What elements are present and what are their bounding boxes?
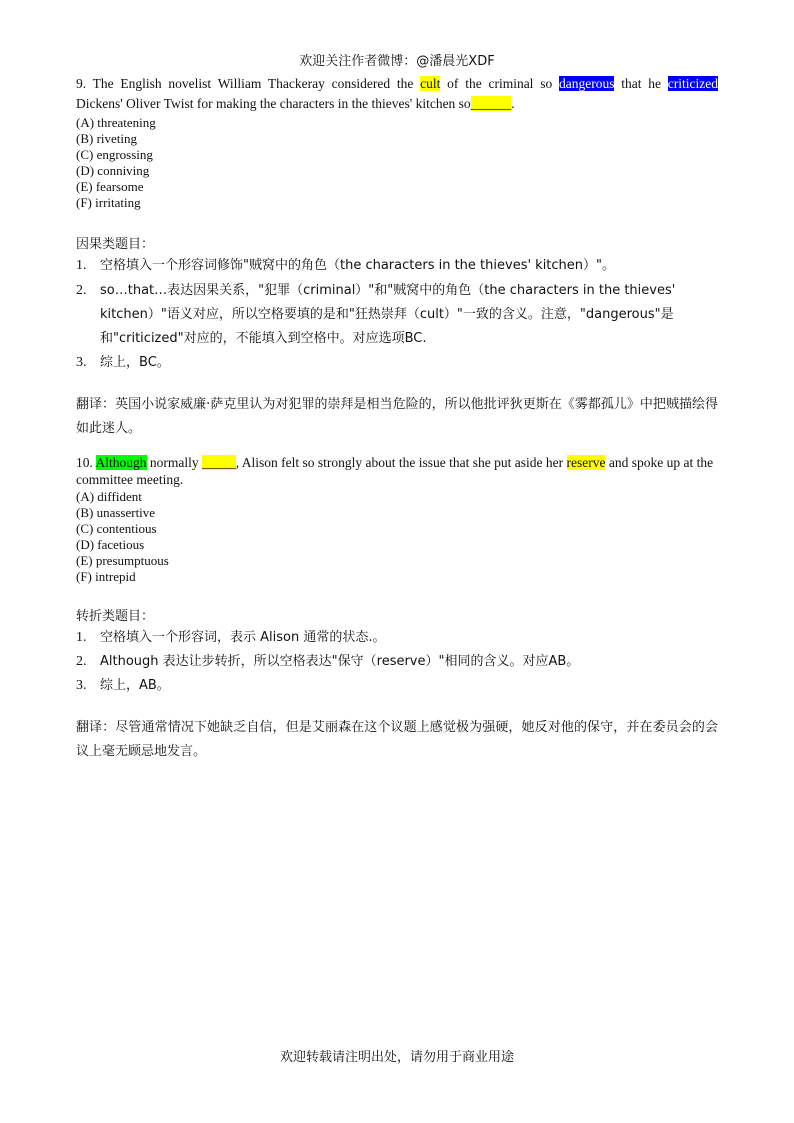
list-item — [76, 351, 718, 375]
option: (B) riveting — [76, 131, 138, 146]
section-title: 因果类题目： — [76, 237, 155, 252]
translation-1: 翻译：英国小说家威廉·萨克里认为对犯罪的崇拜是相当危险的，所以他批评狄更斯在《雾都孤儿》中把贼描绘得如此迷人。 — [76, 397, 718, 436]
highlight-criticized: criticized — [667, 76, 718, 91]
question-10 — [76, 454, 718, 585]
highlight-reserve: reserve — [566, 455, 606, 470]
list-item — [76, 279, 718, 351]
translation-2: 翻译：尽管通常情况下她缺乏自信，但是艾丽森在这个议题上感觉极为强硬，她反对他的保守，并在委员会的会议上毫无顾忌地发言。 — [76, 720, 718, 759]
question-9-options — [76, 115, 718, 211]
list-number: 3. — [76, 678, 87, 693]
question-9 — [76, 74, 718, 211]
page-footer: 欢迎转载请注明出处，请勿用于商业用途 — [279, 1050, 514, 1065]
q10-text: 10. — [76, 455, 96, 470]
option: (C) engrossing — [76, 147, 153, 162]
list-item — [76, 626, 718, 650]
option: (B) unassertive — [76, 505, 156, 520]
question-9-line-2 — [76, 94, 718, 114]
page-header: 欢迎关注作者微博：@潘晨光XDF — [299, 54, 495, 69]
list-text: 综上，AB。 — [100, 678, 170, 693]
q10-text: , Alison felt so strongly about the issue that she put aside her — [235, 455, 567, 470]
option: (D) conniving — [76, 163, 150, 178]
q9-text: . — [511, 96, 515, 111]
list-text: so…that…表达因果关系，"犯罪（criminal）"和"贼窝中的角色（the characters in the thieves' kitchen）"语义对应，所以空格要填的是和"狂热崇拜（cult）"一致的含义。注意，"dangerous"是和"criticized"对应的，不能填入到空格中。对应选项BC. — [100, 283, 676, 346]
analysis-list-2 — [76, 626, 718, 698]
list-text: 综上，BC。 — [100, 355, 170, 370]
highlight-cult: cult — [420, 76, 441, 91]
question-10-options — [76, 489, 718, 585]
list-number: 2. — [76, 654, 87, 669]
analysis-list-1 — [76, 254, 718, 375]
list-item — [76, 254, 718, 278]
list-number: 1. — [76, 258, 87, 273]
q10-text: normally — [146, 455, 203, 470]
q9-text: 9. The English novelist William Thackeray considered the — [76, 76, 421, 91]
list-number: 2. — [76, 283, 87, 298]
q10-text: and spoke up at the committee meeting. — [76, 455, 714, 487]
option: (E) fearsome — [76, 179, 144, 194]
blank: _____ — [202, 455, 236, 470]
list-text: Although 表达让步转折，所以空格表达"保守（reserve）"相同的含义。对应AB。 — [100, 654, 580, 669]
option: (F) irritating — [76, 195, 141, 210]
q9-text: that he — [614, 76, 668, 91]
question-10-stem — [76, 454, 718, 488]
list-item — [76, 650, 718, 674]
list-text: 空格填入一个形容词修饰"贼窝中的角色（the characters in the thieves' kitchen）"。 — [100, 258, 616, 273]
q9-text: Dickens' Oliver Twist for making the characters in the thieves' kitchen so — [76, 96, 471, 111]
blank: ______ — [470, 96, 512, 111]
q9-text: of the criminal so — [440, 76, 559, 91]
list-item — [76, 674, 718, 698]
question-9-line-1 — [76, 74, 718, 94]
list-text: 空格填入一个形容词，表示 Alison 通常的状态.。 — [100, 630, 386, 645]
option: (D) facetious — [76, 537, 145, 552]
highlight-dangerous: dangerous — [558, 76, 615, 91]
list-number: 1. — [76, 630, 87, 645]
list-number: 3. — [76, 355, 87, 370]
option: (C) contentious — [76, 521, 157, 536]
option: (F) intrepid — [76, 569, 136, 584]
section-title: 转折类题目： — [76, 609, 155, 624]
option: (E) presumptuous — [76, 553, 169, 568]
option: (A) diffident — [76, 489, 142, 504]
option: (A) threatening — [76, 115, 156, 130]
highlight-although: Although — [95, 455, 147, 470]
